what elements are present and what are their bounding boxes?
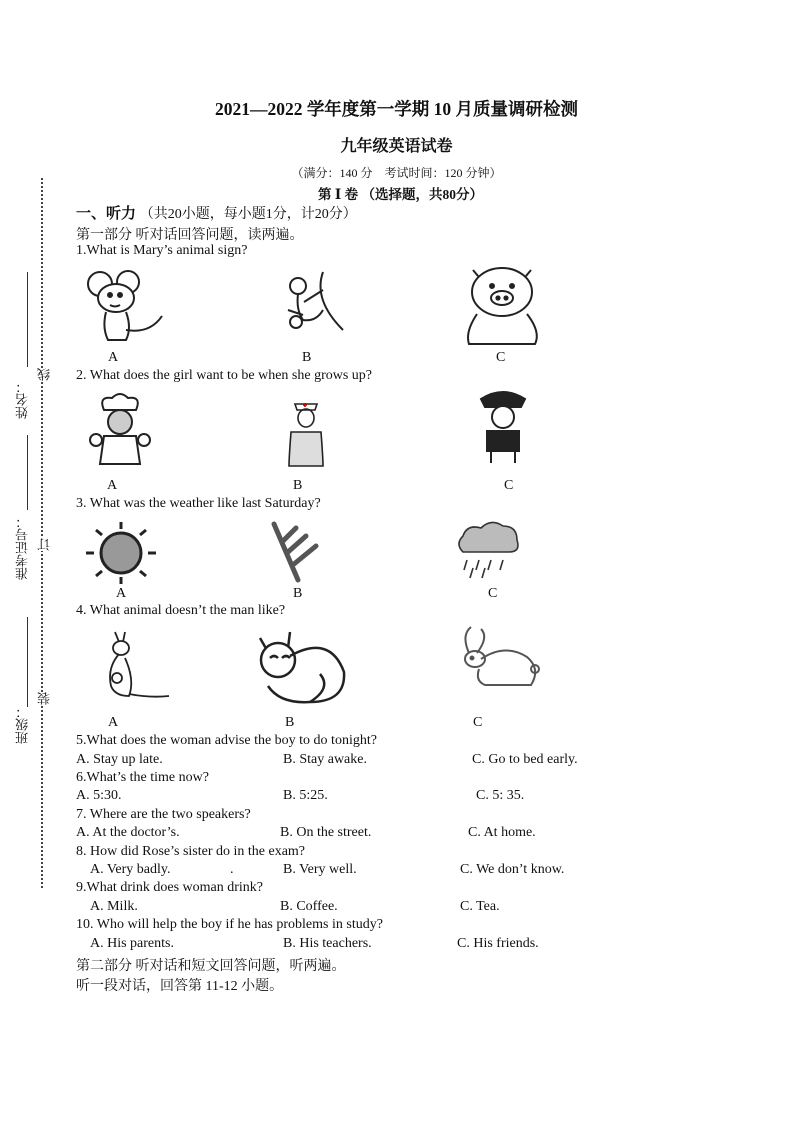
q1-label-c: C	[496, 350, 506, 365]
exam-no-label: 准考证号：	[15, 515, 30, 580]
q8-option-c: C. We don’t know.	[460, 862, 565, 877]
q2-label-b: B	[293, 478, 303, 493]
section-heading	[76, 202, 357, 223]
line-mark: 线	[37, 368, 52, 381]
seal-mark: 装	[37, 692, 52, 705]
bind-mark: 订	[37, 538, 52, 551]
q7-option-a: A. At the doctor’s.	[76, 825, 180, 840]
q4-label-a: A	[108, 715, 119, 730]
cat-icon	[250, 628, 350, 708]
class-label: 班级：	[15, 705, 30, 744]
q9-option-b: B. Coffee.	[280, 899, 338, 914]
cook-icon	[88, 392, 153, 467]
q7-option-c: C. At home.	[468, 825, 536, 840]
q10-option-b: B. His teachers.	[283, 936, 372, 951]
question-3: 3. What was the weather like last Saturday?	[76, 496, 321, 511]
q3-label-b: B	[293, 586, 303, 601]
section-note: （共20小题，每小题1分，计20分）	[139, 207, 357, 222]
q9-option-c: C. Tea.	[460, 899, 500, 914]
q2-label-c: C	[504, 478, 514, 493]
q3-label-a: A	[116, 586, 127, 601]
part2-instruction: 听一段对话，回答第 11-12 小题。	[76, 979, 284, 994]
q6-option-a: A. 5:30.	[76, 788, 122, 803]
part1-heading: 第一部分 听对话回答问题，读两遍。	[76, 228, 304, 243]
nurse-icon	[283, 398, 328, 468]
question-5: 5.What does the woman advise the boy to do tonight?	[76, 733, 377, 748]
q9-option-a: A. Milk.	[90, 899, 138, 914]
exam-title: 2021—2022 学年度第一学期 10 月质量调研检测	[214, 99, 579, 119]
q3-label-c: C	[488, 586, 498, 601]
q2-label-a: A	[107, 478, 118, 493]
name-underline	[27, 272, 28, 367]
exam-subtitle: 九年级英语试卷	[340, 138, 453, 155]
q1-label-b: B	[302, 350, 312, 365]
question-7: 7. Where are the two speakers?	[76, 807, 251, 822]
question-8: 8. How did Rose’s sister do in the exam?	[76, 844, 306, 859]
exam-meta: （满分：140 分 考试时间：120 分钟）	[291, 166, 502, 180]
question-4: 4. What animal doesn’t the man like?	[76, 603, 286, 618]
question-9: 9.What drink does woman drink?	[76, 880, 264, 895]
q6-option-b: B. 5:25.	[283, 788, 328, 803]
q4-label-b: B	[285, 715, 295, 730]
rabbit-icon	[455, 625, 545, 695]
sun-icon	[80, 520, 162, 586]
class-underline	[27, 617, 28, 707]
rain-cloud-icon	[453, 518, 523, 580]
police-icon	[473, 385, 533, 465]
question-1: 1.What is Mary’s animal sign?	[76, 243, 248, 258]
exam-no-underline	[27, 435, 28, 510]
kangaroo-icon	[95, 628, 175, 703]
section-title: 一、听力	[76, 206, 137, 222]
mouse-icon	[80, 268, 170, 348]
q8-option-b: B. Very well.	[283, 862, 357, 877]
question-6: 6.What’s the time now?	[76, 770, 209, 785]
part2-heading: 第二部分 听对话和短文回答问题，听两遍。	[76, 959, 346, 974]
q6-option-c: C. 5: 35.	[476, 788, 525, 803]
q1-label-a: A	[108, 350, 119, 365]
question-10: 10. Who will help the boy if he has problems in study?	[76, 917, 383, 932]
q7-option-b: B. On the street.	[280, 825, 372, 840]
q8-stray-dot: .	[230, 862, 234, 877]
wind-icon	[268, 520, 323, 585]
q10-option-c: C. His friends.	[457, 936, 539, 951]
volume-heading: 第 Ⅰ 卷 （选择题，共80分）	[318, 187, 483, 202]
question-2: 2. What does the girl want to be when she grows up?	[76, 368, 373, 383]
q8-option-a: A. Very badly.	[90, 862, 171, 877]
monkey-icon	[268, 270, 353, 335]
pig-icon	[455, 262, 550, 352]
q5-option-a: A. Stay up late.	[76, 752, 163, 767]
name-label: 姓名：	[15, 380, 30, 419]
q4-label-c: C	[473, 715, 483, 730]
q5-option-b: B. Stay awake.	[283, 752, 367, 767]
q5-option-c: C. Go to bed early.	[472, 752, 578, 767]
binding-dotted-line	[41, 178, 43, 888]
q10-option-a: A. His parents.	[90, 936, 174, 951]
